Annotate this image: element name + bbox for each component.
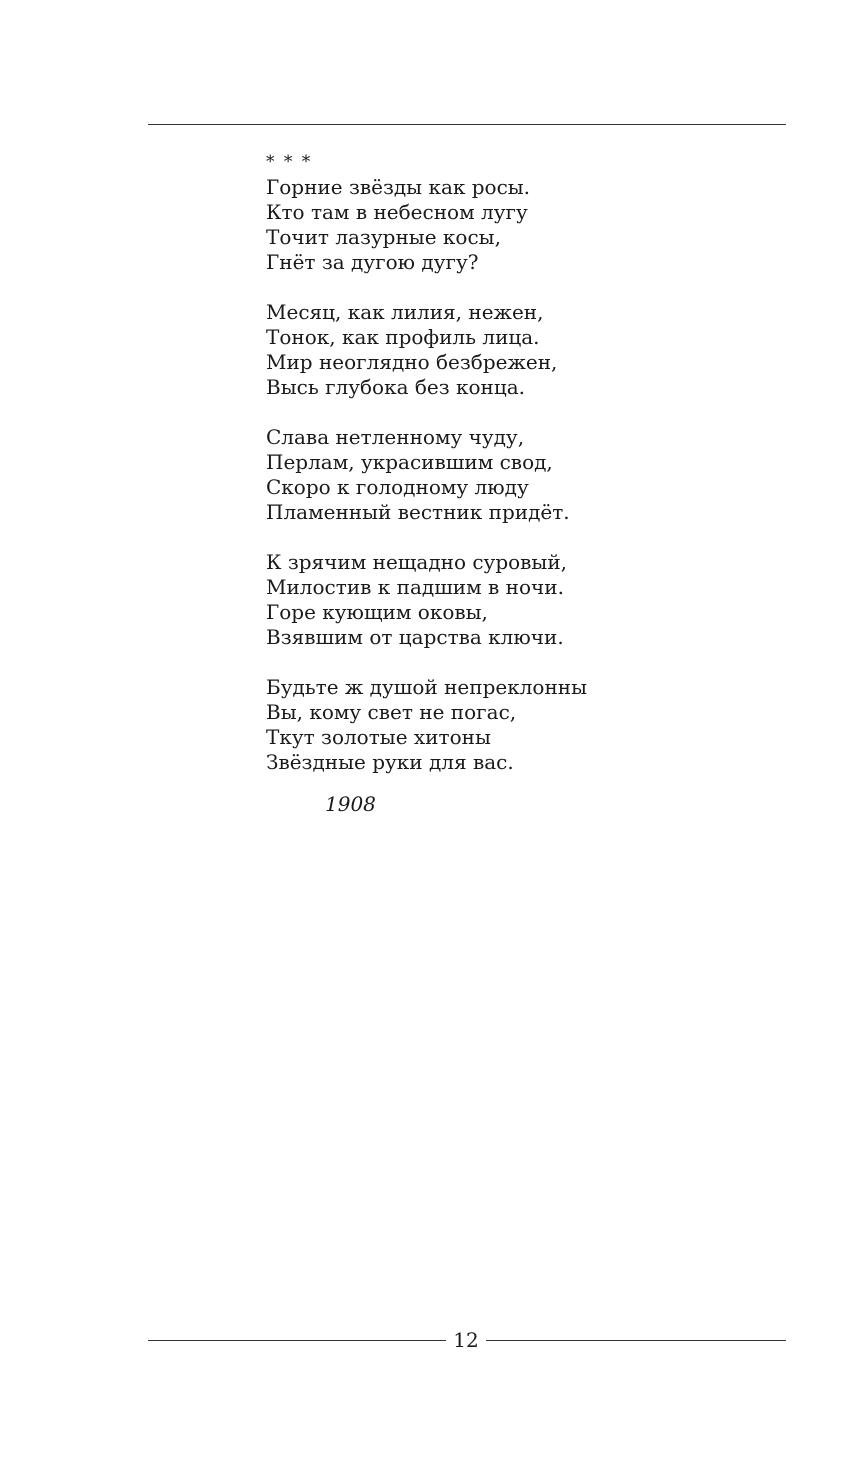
poem-line: Скоро к голодному люду [266,475,529,499]
stanza-4 [266,550,746,650]
stanza-2 [266,300,746,400]
poem-line: Тонок, как профиль лица. [266,325,540,349]
poem-line: Звёздные руки для вас. [266,750,514,774]
poem-line: Вы, кому свет не погас, [266,700,517,724]
poem-line: Гнёт за дугою дугу? [266,250,479,274]
stanza-3 [266,425,746,525]
poem-line: Взявшим от царства ключи. [266,625,564,649]
poem-line: Горе кующим оковы, [266,600,488,624]
footer-rule-left [148,1340,446,1341]
footer-rule-right [486,1340,786,1341]
poem-line: Точит лазурные косы, [266,225,501,249]
poem-year: 1908 [325,792,376,816]
poem-line: Перлам, украсившим свод, [266,450,553,474]
poem-line: Месяц, как лилия, нежен, [266,300,544,324]
poem-line: Кто там в небесном лугу [266,200,528,224]
poem-line: Слава нетленному чуду, [266,425,525,449]
poem-line: К зрячим нещадно суровый, [266,550,568,574]
poem-line: Высь глубока без конца. [266,375,526,399]
stanza-5 [266,675,746,775]
page-number: 12 [453,1328,479,1352]
header-rule [148,124,786,125]
poem [266,150,746,775]
stanza-1 [266,175,746,275]
poem-separator: * * * [266,152,313,172]
page-footer [148,1326,786,1354]
poem-line: Пламенный вестник придёт. [266,500,570,524]
poem-line: Горние звёзды как росы. [266,175,531,199]
poem-line: Милостив к падшим в ночи. [266,575,564,599]
poem-line: Мир неоглядно безбрежен, [266,350,558,374]
poem-line: Будьте ж душой непреклонны [266,675,588,699]
poem-line: Ткут золотые хитоны [266,725,491,749]
